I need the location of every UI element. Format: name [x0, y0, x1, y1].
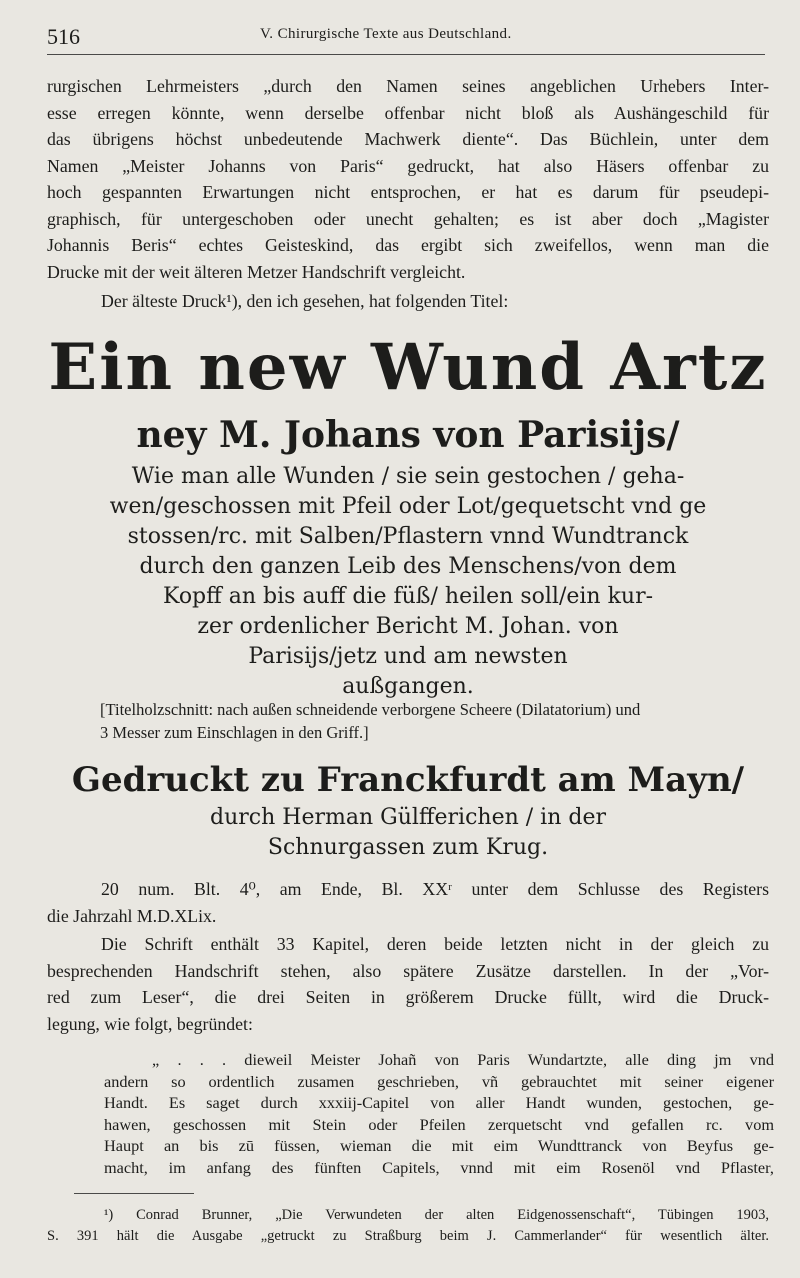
footnote-line: S. 391 hält die Ausgabe „getruckt zu Straßburg beim J. Cammerlander“ für wesentlich älter.	[47, 1228, 769, 1244]
quote-line: Haupt an bis zū füssen, wieman die mit eim Wundttranck von Beyfus ge-	[104, 1136, 774, 1156]
text-line: Johannis Beris“ echtes Geisteskind, das ergibt sich zweifellos, wenn man die	[47, 235, 769, 255]
title-line: Wie man alle Wunden / sie sein gestochen / geha-	[131, 464, 685, 489]
imprint-line: durch Herman Gülfferichen / in der	[210, 805, 606, 830]
quote-line: andern so ordentlich zusamen geschrieben, vñ gebrauchtet mit seiner eigener	[104, 1071, 774, 1091]
text-line: das übrigens höchst unbedeutende Machwerk diente“. Das Büchlein, unter dem	[47, 129, 769, 149]
footnote-divider	[74, 1193, 194, 1194]
text-line: besprechenden Handschrift stehen, also spätere Zusätze darstellen. In der „Vor-	[47, 960, 769, 981]
text-line: esse erregen könnte, wenn derselbe offenbar nicht bloß als Aushängeschild für	[47, 102, 769, 123]
title-line: Kopff an bis auff die füß/ heilen soll/ein kur-	[162, 584, 654, 609]
text-line: Der älteste Druck¹), den ich gesehen, hat folgenden Titel:	[101, 291, 509, 311]
imprint-line: Schnurgassen zum Krug.	[267, 835, 549, 860]
text-line: Drucke mit der weit älteren Metzer Handschrift vergleicht.	[47, 261, 466, 282]
text-line: rurgischen Lehrmeisters „durch den Namen seines angeblichen Urhebers Inter-	[47, 76, 769, 96]
running-head-title: V. Chirurgische Texte aus Deutschland.	[260, 26, 512, 42]
quote-line: Handt. Es saget durch xxxiij-Capitel von aller Handt wunden, gestochen, ge-	[104, 1093, 774, 1113]
footnote-line: ¹) Conrad Brunner, „Die Verwundeten der alten Eidgenossenschaft“, Tübingen 1903,	[104, 1207, 769, 1223]
title-line: außgangen.	[342, 674, 474, 699]
text-line: hoch gespannten Erwartungen nicht entsprochen, er hat es darum für pseudepi-	[47, 182, 769, 202]
quote-line: „ . . . dieweil Meister Johañ von Paris Wundartzte, alle ding jm vnd	[152, 1050, 774, 1069]
text-line: 20 num. Blt. 4⁰, am Ende, Bl. XXʳ unter dem Schlusse des Registers	[101, 879, 769, 899]
description-paragraph	[47, 876, 769, 929]
title-line: zer ordenlicher Bericht M. Johan. von	[197, 614, 619, 639]
note-line: 3 Messer zum Einschlagen in den Griff.]	[100, 723, 369, 742]
woodcut-note	[100, 698, 770, 744]
footnote	[47, 1205, 769, 1247]
imprint-main: Gedruckt zu Franckfurdt am Mayn/	[71, 760, 745, 800]
title-line: durch den ganzen Leib des Menschens/von dem	[139, 554, 677, 579]
quote-line: macht, im anfang des fünften Capitels, vnnd mit eim Rosenöl vnd Pflaster,	[104, 1157, 774, 1177]
title-line: stossen/rc. mit Salben/Pflastern vnnd Wundtranck	[127, 524, 689, 549]
running-head	[47, 22, 765, 55]
imprint-details	[47, 803, 769, 863]
title-line: Parisijs/jetz und am newsten	[248, 644, 568, 669]
text-line: red zum Leser“, die drei Seiten in größerem Drucke füllt, wird die Druck-	[47, 987, 769, 1007]
book-title-sub: ney M. Johans von Parisijs/	[136, 414, 680, 456]
text-line: legung, wie folgt, begründet:	[47, 1013, 253, 1034]
quotation-block	[104, 1049, 774, 1179]
page-number: 516	[47, 24, 80, 49]
book-title-main: Ein new Wund Artz	[48, 330, 768, 405]
intro-paragraph	[47, 73, 769, 285]
schrift-paragraph	[47, 931, 769, 1037]
text-line: die Jahrzahl M.D.XLix.	[47, 905, 217, 926]
note-line: [Titelholzschnitt: nach außen schneidende verborgene Scheere (Dilatatorium) und	[100, 700, 641, 719]
text-line: graphisch, für untergeschoben oder unecht gehalten; es ist aber doch „Magister	[47, 208, 769, 229]
druck-paragraph	[47, 288, 769, 315]
book-title-description	[47, 462, 769, 702]
text-line: Namen „Meister Johanns von Paris“ gedruckt, hat also Häsers offenbar zu	[47, 155, 769, 176]
title-line: wen/geschossen mit Pfeil oder Lot/gequetscht vnd ge	[109, 494, 707, 519]
quote-line: hawen, geschossen mit Stein oder Pfeilen zerquetscht vnd gefallen rc. vom	[104, 1114, 774, 1134]
text-line: Die Schrift enthält 33 Kapitel, deren beide letzten nicht in der gleich zu	[101, 934, 769, 954]
